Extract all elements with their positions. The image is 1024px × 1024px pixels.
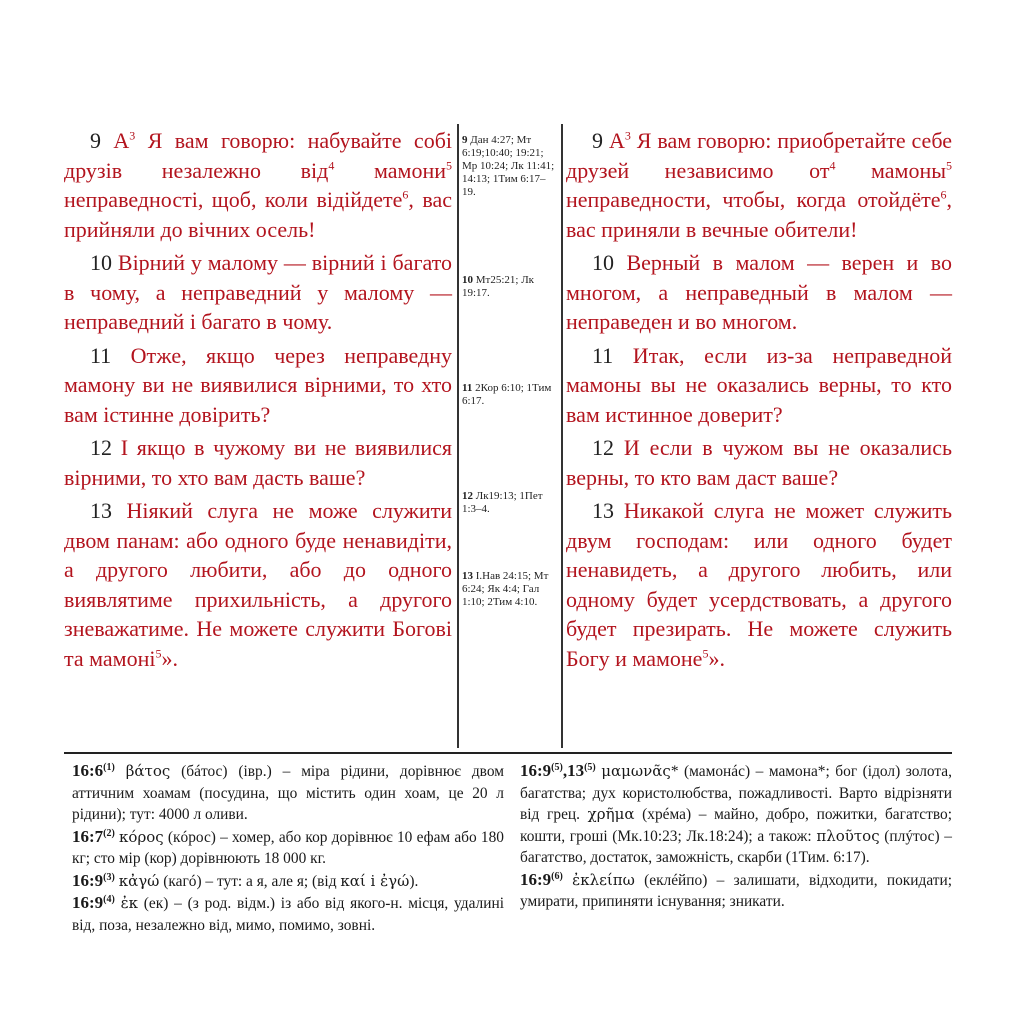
column-divider-right bbox=[561, 124, 563, 748]
russian-column bbox=[566, 126, 952, 677]
footnote-16-9-5: 16:9$^{(5)}$,13$^{(5)}$ μαμωνᾶς* (мамонáс) – мамона*; бог (ідол) золота, багатства; дух користолюбства, пожадливості. Варто відрізняти від грец. χρῆμα (хрéма) – майно, добро, пожитки, багатство; кошти, гроші (Мк.10:23; Лк.18:24); а також: πλοῦτος (плýтос) – багатство, достаток, заможність, скарби (1Тим. 6:17). bbox=[520, 761, 953, 866]
footnote-16-6: 16:6$^{(1)}$ βάτος (бáтос) (івр.) – міра рідини, дорівнює двом аттичним хоамам (посудина, що містить один хоам, це 20 л рідини); тут: 4000 л оливи. bbox=[72, 761, 504, 823]
ref-verse-11: 11 2Кор 6:10; 1Тим 6:17. bbox=[462, 382, 552, 407]
verse-11-rus: 11 Итак, если из-за неправедной мамоны вы не оказались верны, то кто вам истинное доверит? bbox=[566, 342, 952, 427]
verse-9-rus: 9 $А^3$ Я вам говорю: приобретайте себе друзей независимо $от^4$ мамоны$^5$ неправедности, чтобы, когда отойдёте$^6$, вас приняли в вечные обители! bbox=[566, 128, 952, 242]
footnotes-right bbox=[520, 760, 952, 913]
verse-13-ukr: 13 Ніякий слуга не може служити двом панам: або одного буде ненавидіти, а другого любити, або до одного виявлятиме прихильність, а другого зневажатиме. Не можете служити Богові та мамоні$^5$». bbox=[64, 498, 452, 671]
footnotes-left bbox=[72, 760, 504, 936]
footnote-16-9-3: 16:9$^{(3)}$ κἀγώ (кагó) – тут: а я, але я; (від καί і ἐγώ). bbox=[72, 870, 419, 890]
ref-verse-13: 13 І.Нав 24:15; Мт 6:24; Як 4:4; Гал 1:10; 2Тим 4:10. bbox=[462, 570, 549, 608]
verse-13-rus: 13 Никакой слуга не может служить двум господам: или одного будет ненавидеть, а другого любить, или одному будет усердствовать, а другого будет презирать. Не можете служить Богу и мамоне$^5$». bbox=[566, 498, 952, 671]
verse-12-ukr: 12 І якщо в чужому ви не виявилися вірними, то хто вам дасть ваше? bbox=[64, 435, 452, 490]
footnote-16-7: 16:7$^{(2)}$ κόρος (кóрос) – хомер, або кор дорівнює 10 ефам або 180 кг; сто мір (кор) дорівнюють 18 000 кг. bbox=[72, 826, 504, 867]
verse-9-ukr: 9 $А^3$ Я вам говорю: набувайте собі друзів незалежно від$^4$ мамони$^5$ неправедності, щоб, коли відійдете$^6$, вас прийняли до вічних осель! bbox=[64, 128, 452, 242]
ref-verse-10: 10 Мт25:21; Лк 19:17. bbox=[462, 274, 535, 299]
verse-10-rus: 10 Верный в малом — верен и во многом, а неправедный в малом — неправеден и во многом. bbox=[566, 250, 952, 334]
ukrainian-column bbox=[64, 126, 452, 677]
verse-12-rus: 12 И если в чужом вы не оказались верны, то кто вам даст ваше? bbox=[566, 435, 952, 490]
column-divider-left bbox=[457, 124, 459, 748]
verse-11-ukr: 11 Отже, якщо через неправедну мамону ви не виявилися вірними, то хто вам істинне довірить? bbox=[64, 342, 452, 427]
footnote-16-9-4: 16:9$^{(4)}$ ἐκ (ек) – (з род. відм.) із або від якого-н. місця, удалині від, поза, незалежно від, мимо, помимо, зовні. bbox=[72, 893, 504, 934]
ref-verse-12: 12 Лк19:13; 1Пет 1:3–4. bbox=[462, 490, 543, 515]
verse-10-ukr: 10 Вірний у малому — вірний і багато в чому, а неправедний у малому — неправедний і багато в чому. bbox=[64, 250, 452, 334]
footnote-16-9-6: 16:9$^{(6)}$ ἐκλείπω (еклéйпо) – залишати, відходити, покидати; умирати, припиняти існування; зникати. bbox=[520, 869, 952, 910]
footnote-divider bbox=[64, 752, 952, 754]
ref-verse-9: 9 Дан 4:27; Мт 6:19;10:40; 19:21; Мр 10:24; Лк 11:41; 14:13; 1Тим 6:17–19. bbox=[462, 134, 555, 198]
